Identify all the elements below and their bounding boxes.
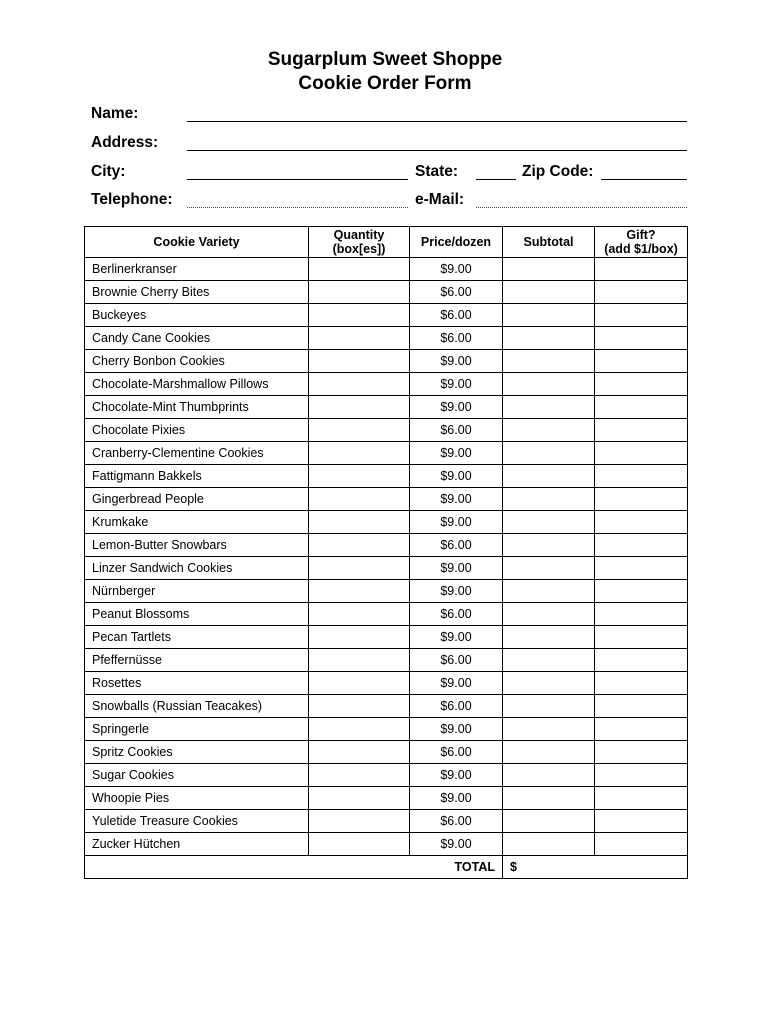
cookie-variety-cell: Chocolate Pixies	[85, 419, 309, 442]
gift-cell[interactable]	[595, 396, 688, 419]
table-row	[85, 787, 688, 810]
quantity-cell[interactable]	[309, 511, 410, 534]
subtotal-cell[interactable]	[503, 557, 595, 580]
table-row	[85, 396, 688, 419]
gift-cell[interactable]	[595, 672, 688, 695]
table-row	[85, 626, 688, 649]
table-row	[85, 672, 688, 695]
price-cell: $6.00	[410, 695, 503, 718]
cookie-variety-cell: Lemon-Butter Snowbars	[85, 534, 309, 557]
total-value: $	[503, 856, 688, 879]
header-quantity	[309, 227, 410, 258]
price-cell: $9.00	[410, 258, 503, 281]
gift-cell[interactable]	[595, 258, 688, 281]
gift-cell[interactable]	[595, 833, 688, 856]
table-row	[85, 258, 688, 281]
subtotal-cell[interactable]	[503, 603, 595, 626]
quantity-cell[interactable]	[309, 557, 410, 580]
subtotal-cell[interactable]	[503, 741, 595, 764]
quantity-cell[interactable]	[309, 580, 410, 603]
city-field[interactable]	[187, 179, 408, 180]
quantity-cell[interactable]	[309, 258, 410, 281]
cookie-variety-cell: Peanut Blossoms	[85, 603, 309, 626]
header-gift	[595, 227, 688, 258]
cookie-variety-cell: Whoopie Pies	[85, 787, 309, 810]
header-cookie-variety: Cookie Variety	[85, 227, 309, 258]
gift-cell[interactable]	[595, 557, 688, 580]
cookie-variety-cell: Sugar Cookies	[85, 764, 309, 787]
subtotal-cell[interactable]	[503, 580, 595, 603]
quantity-cell[interactable]	[309, 304, 410, 327]
table-row	[85, 281, 688, 304]
subtotal-cell[interactable]	[503, 419, 595, 442]
price-cell: $9.00	[410, 511, 503, 534]
price-cell: $9.00	[410, 626, 503, 649]
subtotal-cell[interactable]	[503, 718, 595, 741]
quantity-cell[interactable]	[309, 488, 410, 511]
price-cell: $9.00	[410, 672, 503, 695]
zip-code-label: Zip Code:	[522, 163, 594, 180]
quantity-cell[interactable]	[309, 534, 410, 557]
quantity-cell[interactable]	[309, 442, 410, 465]
price-cell: $6.00	[410, 603, 503, 626]
price-cell: $9.00	[410, 833, 503, 856]
cookie-variety-cell: Yuletide Treasure Cookies	[85, 810, 309, 833]
table-row	[85, 603, 688, 626]
cookie-variety-cell: Rosettes	[85, 672, 309, 695]
table-row	[85, 649, 688, 672]
cookie-variety-cell: Buckeyes	[85, 304, 309, 327]
gift-cell[interactable]	[595, 281, 688, 304]
price-cell: $9.00	[410, 718, 503, 741]
telephone-field[interactable]	[187, 207, 408, 208]
table-row	[85, 442, 688, 465]
cookie-variety-cell: Cranberry-Clementine Cookies	[85, 442, 309, 465]
gift-cell[interactable]	[595, 373, 688, 396]
email-label: e-Mail:	[415, 191, 465, 208]
quantity-cell[interactable]	[309, 718, 410, 741]
gift-cell[interactable]	[595, 327, 688, 350]
table-row	[85, 741, 688, 764]
gift-cell[interactable]	[595, 534, 688, 557]
gift-cell[interactable]	[595, 649, 688, 672]
price-cell: $9.00	[410, 350, 503, 373]
subtotal-cell[interactable]	[503, 764, 595, 787]
subtotal-cell[interactable]	[503, 327, 595, 350]
total-label: TOTAL	[85, 856, 503, 879]
quantity-cell[interactable]	[309, 672, 410, 695]
price-cell: $6.00	[410, 534, 503, 557]
price-cell: $9.00	[410, 373, 503, 396]
address-field[interactable]	[187, 150, 687, 151]
cookie-variety-cell: Fattigmann Bakkels	[85, 465, 309, 488]
table-row	[85, 350, 688, 373]
table-row	[85, 304, 688, 327]
quantity-cell[interactable]	[309, 373, 410, 396]
state-field[interactable]	[476, 179, 516, 180]
price-cell: $9.00	[410, 557, 503, 580]
total-row	[85, 856, 688, 879]
subtotal-cell[interactable]	[503, 465, 595, 488]
cookie-variety-cell: Berlinerkranser	[85, 258, 309, 281]
email-field[interactable]	[476, 207, 687, 208]
cookie-variety-cell: Candy Cane Cookies	[85, 327, 309, 350]
quantity-cell[interactable]	[309, 350, 410, 373]
header-gift-line1: Gift?	[626, 228, 656, 242]
price-cell: $6.00	[410, 327, 503, 350]
subtotal-cell[interactable]	[503, 488, 595, 511]
cookie-variety-cell: Chocolate-Mint Thumbprints	[85, 396, 309, 419]
city-label: City:	[91, 163, 126, 180]
table-row	[85, 833, 688, 856]
subtotal-cell[interactable]	[503, 304, 595, 327]
subtotal-cell[interactable]	[503, 833, 595, 856]
subtotal-cell[interactable]	[503, 695, 595, 718]
cookie-variety-cell: Krumkake	[85, 511, 309, 534]
cookie-variety-cell: Gingerbread People	[85, 488, 309, 511]
name-field[interactable]	[187, 121, 687, 122]
table-row	[85, 534, 688, 557]
table-row	[85, 419, 688, 442]
gift-cell[interactable]	[595, 787, 688, 810]
table-row	[85, 695, 688, 718]
gift-cell[interactable]	[595, 603, 688, 626]
price-cell: $9.00	[410, 442, 503, 465]
price-cell: $9.00	[410, 465, 503, 488]
subtotal-cell[interactable]	[503, 672, 595, 695]
cookie-variety-cell: Nürnberger	[85, 580, 309, 603]
subtotal-cell[interactable]	[503, 396, 595, 419]
table-row	[85, 580, 688, 603]
table-row	[85, 511, 688, 534]
quantity-cell[interactable]	[309, 741, 410, 764]
quantity-cell[interactable]	[309, 695, 410, 718]
quantity-cell[interactable]	[309, 787, 410, 810]
gift-cell[interactable]	[595, 580, 688, 603]
gift-cell[interactable]	[595, 718, 688, 741]
order-table-header	[85, 227, 688, 258]
cookie-variety-cell: Springerle	[85, 718, 309, 741]
zip-code-field[interactable]	[601, 179, 687, 180]
table-row	[85, 465, 688, 488]
gift-cell[interactable]	[595, 465, 688, 488]
table-row	[85, 557, 688, 580]
subtotal-cell[interactable]	[503, 810, 595, 833]
table-row	[85, 488, 688, 511]
subtotal-cell[interactable]	[503, 511, 595, 534]
subtotal-cell[interactable]	[503, 787, 595, 810]
quantity-cell[interactable]	[309, 833, 410, 856]
table-row	[85, 327, 688, 350]
cookie-variety-cell: Snowballs (Russian Teacakes)	[85, 695, 309, 718]
quantity-cell[interactable]	[309, 465, 410, 488]
subtotal-cell[interactable]	[503, 350, 595, 373]
subtotal-cell[interactable]	[503, 649, 595, 672]
state-label: State:	[415, 163, 459, 180]
table-row	[85, 764, 688, 787]
subtotal-cell[interactable]	[503, 281, 595, 304]
price-cell: $9.00	[410, 764, 503, 787]
gift-cell[interactable]	[595, 488, 688, 511]
table-row	[85, 718, 688, 741]
quantity-cell[interactable]	[309, 764, 410, 787]
price-cell: $9.00	[410, 580, 503, 603]
price-cell: $6.00	[410, 419, 503, 442]
price-cell: $6.00	[410, 741, 503, 764]
price-cell: $9.00	[410, 488, 503, 511]
cookie-variety-cell: Pfeffernüsse	[85, 649, 309, 672]
gift-cell[interactable]	[595, 741, 688, 764]
telephone-label: Telephone:	[91, 191, 173, 208]
quantity-cell[interactable]	[309, 327, 410, 350]
price-cell: $6.00	[410, 281, 503, 304]
quantity-cell[interactable]	[309, 396, 410, 419]
price-cell: $6.00	[410, 810, 503, 833]
gift-cell[interactable]	[595, 695, 688, 718]
header-quantity-line2: (box[es])	[332, 242, 386, 256]
gift-cell[interactable]	[595, 764, 688, 787]
gift-cell[interactable]	[595, 511, 688, 534]
quantity-cell[interactable]	[309, 626, 410, 649]
gift-cell[interactable]	[595, 442, 688, 465]
gift-cell[interactable]	[595, 304, 688, 327]
price-cell: $6.00	[410, 304, 503, 327]
cookie-variety-cell: Chocolate-Marshmallow Pillows	[85, 373, 309, 396]
subtotal-cell[interactable]	[503, 373, 595, 396]
cookie-variety-cell: Zucker Hütchen	[85, 833, 309, 856]
table-row	[85, 810, 688, 833]
order-rows	[85, 258, 688, 856]
quantity-cell[interactable]	[309, 603, 410, 626]
price-cell: $6.00	[410, 649, 503, 672]
cookie-variety-cell: Cherry Bonbon Cookies	[85, 350, 309, 373]
order-table	[84, 226, 688, 879]
subtotal-cell[interactable]	[503, 534, 595, 557]
gift-cell[interactable]	[595, 419, 688, 442]
subtotal-cell[interactable]	[503, 258, 595, 281]
table-row	[85, 373, 688, 396]
header-price: Price/dozen	[410, 227, 503, 258]
form-name: Cookie Order Form	[298, 73, 472, 94]
cookie-variety-cell: Brownie Cherry Bites	[85, 281, 309, 304]
cookie-variety-cell: Spritz Cookies	[85, 741, 309, 764]
subtotal-cell[interactable]	[503, 442, 595, 465]
header-subtotal: Subtotal	[503, 227, 595, 258]
quantity-cell[interactable]	[309, 419, 410, 442]
header-gift-line2: (add $1/box)	[604, 242, 678, 256]
quantity-cell[interactable]	[309, 281, 410, 304]
name-label: Name:	[91, 105, 139, 122]
quantity-cell[interactable]	[309, 649, 410, 672]
quantity-cell[interactable]	[309, 810, 410, 833]
cookie-variety-cell: Linzer Sandwich Cookies	[85, 557, 309, 580]
shop-name: Sugarplum Sweet Shoppe	[267, 49, 503, 70]
address-label: Address:	[91, 134, 159, 151]
gift-cell[interactable]	[595, 810, 688, 833]
subtotal-cell[interactable]	[503, 626, 595, 649]
gift-cell[interactable]	[595, 350, 688, 373]
gift-cell[interactable]	[595, 626, 688, 649]
header-quantity-line1: Quantity	[333, 228, 385, 242]
price-cell: $9.00	[410, 396, 503, 419]
price-cell: $9.00	[410, 787, 503, 810]
cookie-variety-cell: Pecan Tartlets	[85, 626, 309, 649]
